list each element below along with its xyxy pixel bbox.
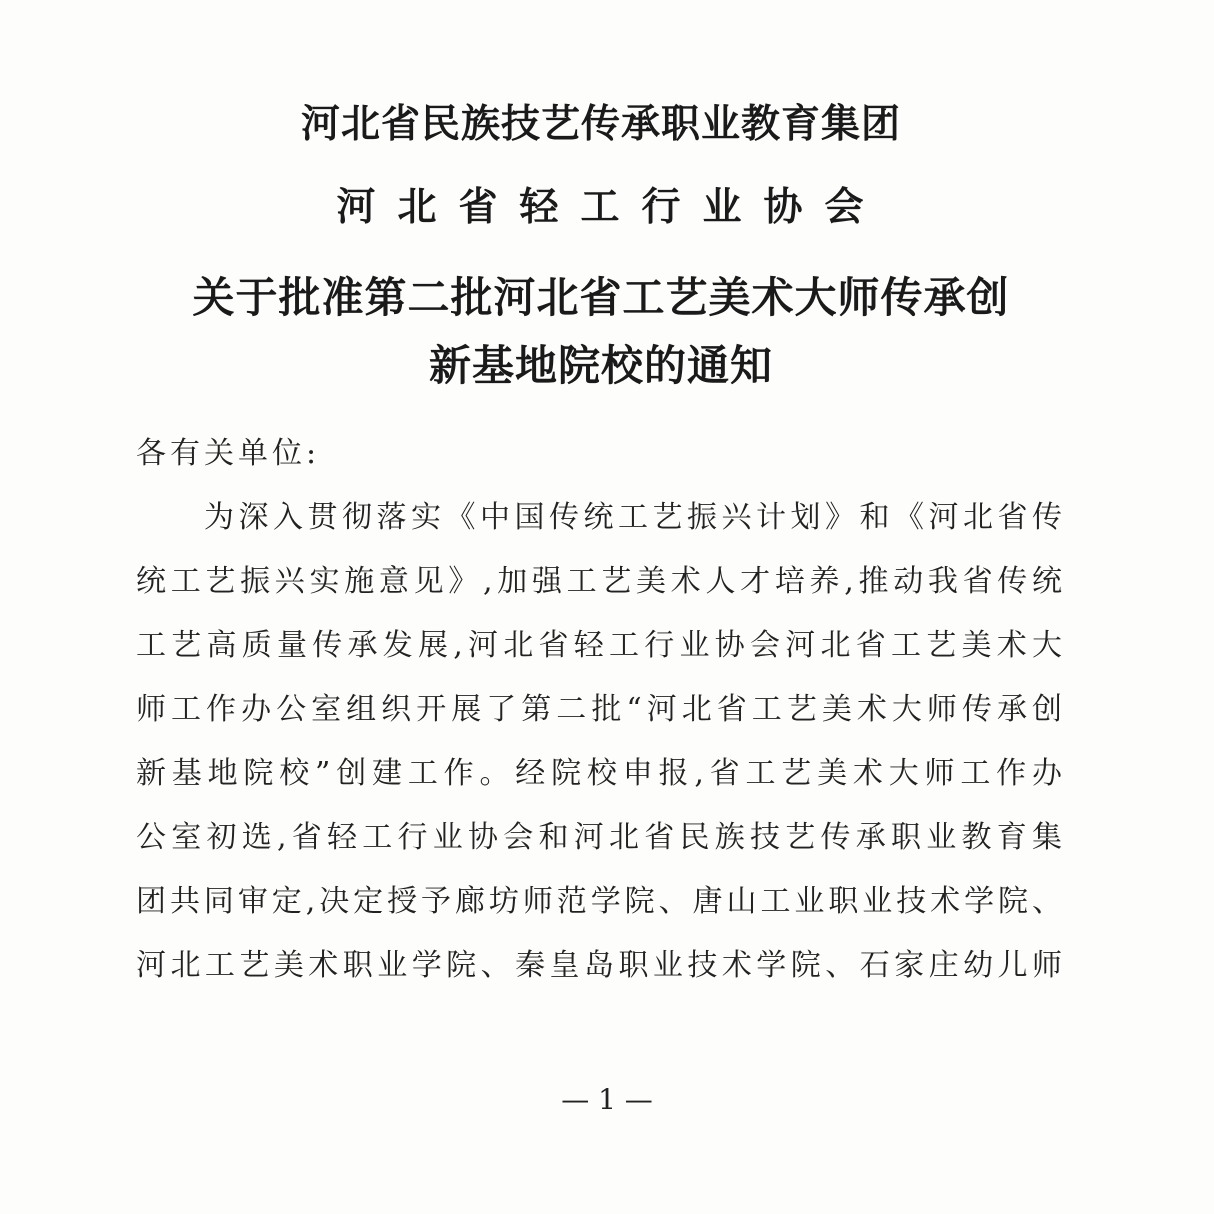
body-text-line: 工艺高质量传承发展,河北省轻工行业协会河北省工艺美术大 (136, 628, 1062, 663)
body-text-line: 公室初选,省轻工行业协会和河北省民族技艺传承职业教育集 (136, 820, 1062, 855)
body-text-line: 河北工艺美术职业学院、秦皇岛职业技术学院、石家庄幼儿师 (136, 948, 1062, 983)
document-title-line-2: 新基地院校的通知 (428, 341, 773, 390)
body-text-line: 师工作办公室组织开展了第二批“河北省工艺美术大师传承创 (136, 692, 1062, 727)
salutation: 各有关单位: (136, 436, 321, 471)
body-text-line: 团共同审定,决定授予廊坊师范学院、唐山工业职业技术学院、 (136, 884, 1062, 919)
document-title-line-1: 关于批准第二批河北省工艺美术大师传承创 (192, 273, 1010, 322)
issuing-org-1: 河北省民族技艺传承职业教育集团 (300, 102, 901, 147)
body-text-line: 新基地院校”创建工作。经院校申报,省工艺美术大师工作办 (136, 756, 1062, 791)
body-text-line: 统工艺振兴实施意见》,加强工艺美术人才培养,推动我省传统 (136, 564, 1062, 599)
body-text-line: 为深入贯彻落实《中国传统工艺振兴计划》和《河北省传 (204, 500, 1062, 535)
page-number: — 1 — (561, 1083, 653, 1116)
issuing-org-2: 河北省轻工行业协会 (336, 185, 886, 230)
